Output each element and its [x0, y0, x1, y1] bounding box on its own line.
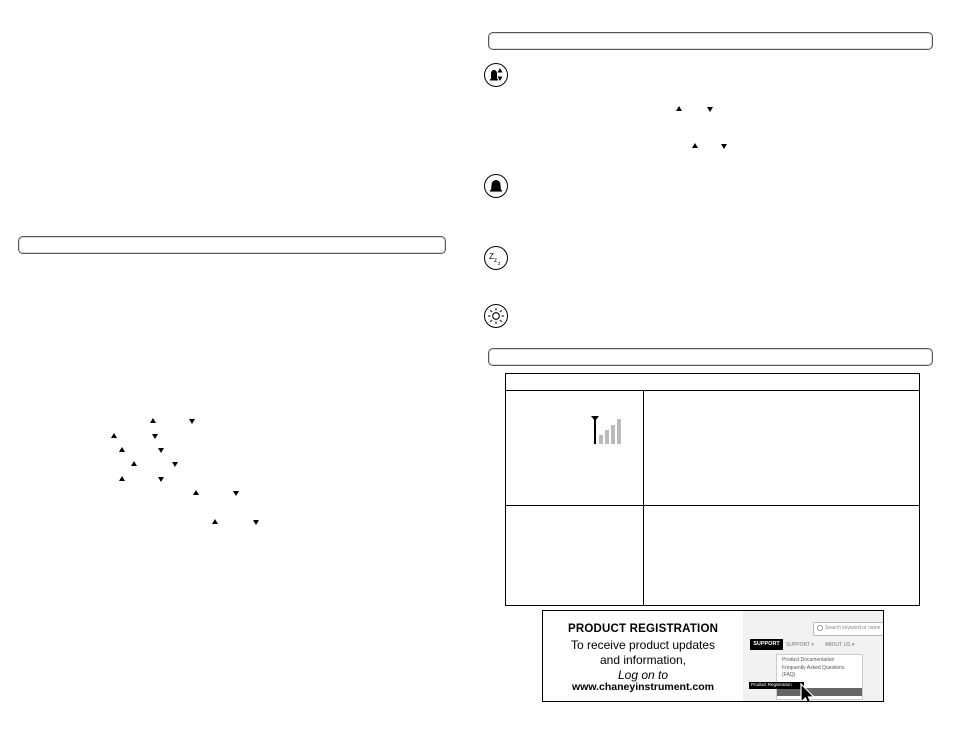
bell-icon	[484, 174, 508, 198]
mouse-cursor-icon	[799, 683, 817, 702]
registration-line3: Log on to	[617, 668, 669, 682]
support-tab-label: SUPPORT	[753, 641, 780, 647]
svg-text:Z: Z	[489, 252, 494, 261]
up-arrow-icon	[676, 106, 682, 111]
up-arrow-icon	[111, 433, 117, 438]
down-arrow-icon	[721, 144, 727, 149]
support-tab	[750, 639, 783, 650]
search-placeholder: Search keyword or name	[825, 625, 881, 631]
product-registration-label	[749, 682, 804, 689]
about-menu-label: ABOUT US ▾	[825, 642, 855, 648]
down-arrow-icon	[158, 448, 164, 453]
support-dropdown-menu	[776, 654, 863, 700]
registration-line1: To receive product updates	[570, 638, 716, 652]
up-arrow-icon	[193, 490, 199, 495]
up-arrow-icon	[212, 519, 218, 524]
support-menu-label: SUPPORT ▾	[786, 642, 814, 648]
table-cell	[506, 391, 644, 506]
svg-text:z: z	[494, 258, 497, 264]
registration-line2: and information,	[599, 653, 687, 667]
registration-text-panel	[543, 611, 743, 701]
light-sun-icon	[484, 304, 508, 328]
table-row	[506, 391, 920, 506]
table-cell	[644, 391, 920, 506]
menu-highlight	[777, 688, 862, 696]
product-registration-label-text: Product Registration	[751, 682, 792, 687]
down-arrow-icon	[707, 107, 713, 112]
up-arrow-icon	[692, 143, 698, 148]
snooze-zzz-icon	[484, 246, 508, 270]
down-arrow-icon	[158, 477, 164, 482]
search-icon	[817, 625, 823, 631]
down-arrow-icon	[152, 434, 158, 439]
down-arrow-icon	[233, 491, 239, 496]
info-table	[505, 373, 920, 606]
table-cell	[506, 506, 644, 606]
alarm-up-down-icon	[484, 63, 508, 87]
up-arrow-icon	[131, 461, 137, 466]
section-header-bar-right-top	[488, 32, 933, 50]
website-search-box	[813, 622, 884, 636]
up-arrow-icon	[119, 476, 125, 481]
registration-url: www.chaneyinstrument.com	[572, 681, 714, 693]
menu-item: Product Documentation	[782, 657, 835, 663]
product-registration-banner	[542, 610, 884, 702]
down-arrow-icon	[172, 462, 178, 467]
section-header-bar-right-bottom	[488, 348, 933, 366]
section-header-bar-left	[18, 236, 446, 254]
down-arrow-icon	[253, 520, 259, 525]
table-cell	[644, 506, 920, 606]
menu-item: Frequently Asked Questions	[782, 665, 845, 671]
signal-strength-icon	[589, 413, 625, 445]
up-arrow-icon	[150, 418, 156, 423]
table-header-row	[506, 374, 920, 391]
menu-item: (FAQ)	[782, 672, 796, 678]
registration-title: PRODUCT REGISTRATION	[568, 623, 719, 635]
down-arrow-icon	[189, 419, 195, 424]
svg-text:z: z	[498, 261, 501, 267]
table-row	[506, 506, 920, 606]
up-arrow-icon	[119, 447, 125, 452]
